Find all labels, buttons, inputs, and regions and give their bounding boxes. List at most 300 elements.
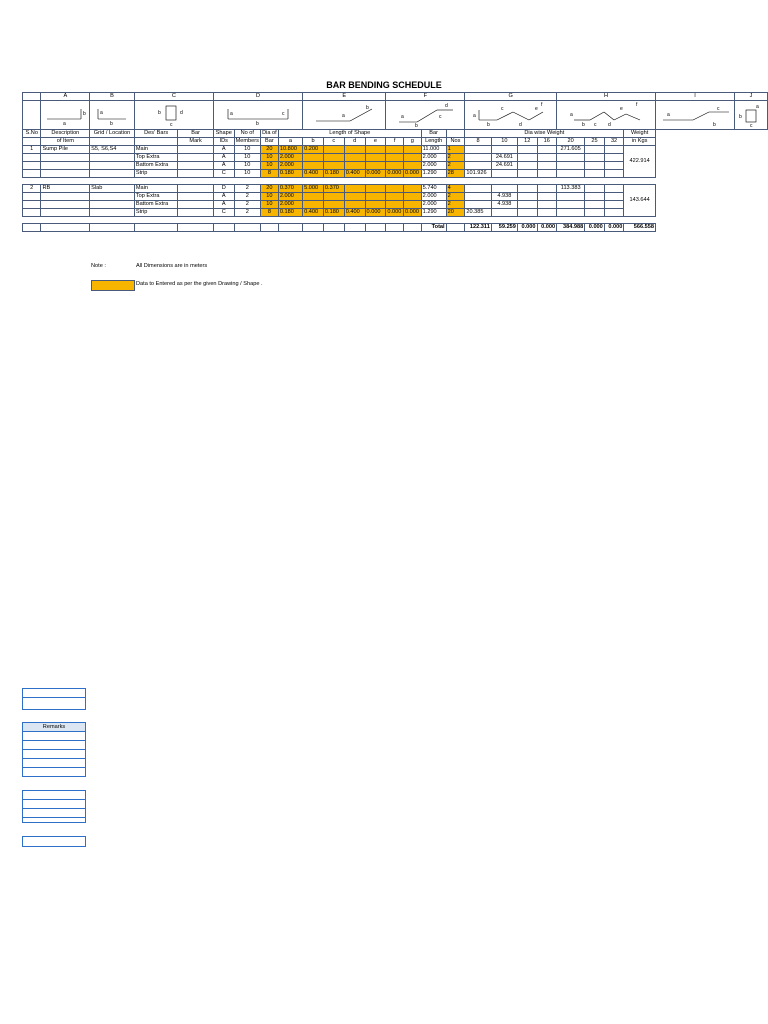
members-cell: 2 [234, 193, 260, 201]
weight-dia-20: 113.383 [557, 185, 585, 193]
svg-text:b: b [713, 122, 716, 128]
weight-dia-16 [537, 193, 557, 201]
total-blank-cell [386, 224, 404, 232]
weight-dia-12 [517, 201, 537, 209]
remarks-block [22, 722, 86, 777]
header-weight: Weight [624, 130, 656, 138]
table-row [23, 170, 768, 178]
des-bars-cell: Battom Extra [134, 162, 178, 170]
dia-cell: 10 [260, 201, 278, 209]
total-blank-cell [178, 224, 213, 232]
svg-text:b: b [255, 121, 259, 127]
length-cell-g [404, 154, 422, 162]
table-row [23, 162, 768, 170]
gap-cell [386, 178, 404, 185]
gap-cell [557, 178, 585, 185]
length-cell-d: 0.400 [344, 170, 365, 178]
bar-length-cell: 2.000 [421, 154, 446, 162]
length-cell-g [404, 146, 422, 154]
gap-cell [303, 178, 324, 185]
svg-text:b: b [486, 122, 490, 128]
note-text: All Dimensions are in meters [136, 263, 208, 269]
weight-dia-8 [465, 146, 491, 154]
table-row [23, 146, 768, 154]
svg-text:f: f [636, 102, 638, 108]
gap-cell [344, 217, 365, 224]
weight-dia-8 [465, 154, 491, 162]
length-cell-f: 0.000 [386, 209, 404, 217]
sno-cell [23, 162, 41, 170]
grid-location-cell [90, 170, 135, 178]
gap-cell [365, 217, 386, 224]
length-cell-a: 0.180 [278, 209, 302, 217]
bar-length-cell: 5.740 [421, 185, 446, 193]
gap-cell [537, 217, 557, 224]
svg-text:d: d [179, 110, 183, 116]
gap-cell [537, 178, 557, 185]
column-letter-c: C [134, 93, 213, 101]
header-shape-letter-g: g [404, 138, 422, 146]
length-cell-d [344, 146, 365, 154]
length-cell-a: 2.000 [278, 154, 302, 162]
weight-dia-25 [585, 154, 605, 162]
length-cell-d [344, 201, 365, 209]
header-shape-letter-a: a [278, 138, 302, 146]
header-dia-12: 12 [517, 138, 537, 146]
gap-cell [260, 217, 278, 224]
weight-dia-25 [585, 162, 605, 170]
column-letter-i: I [656, 93, 735, 101]
des-bars-cell: Strip [134, 209, 178, 217]
column-letter-e: E [303, 93, 386, 101]
weight-dia-32 [604, 193, 624, 201]
length-cell-f: 0.000 [386, 170, 404, 178]
weight-dia-10: 24.691 [491, 154, 517, 162]
weight-dia-20: 271.605 [557, 146, 585, 154]
gap-cell [386, 217, 404, 224]
gap-cell [465, 178, 491, 185]
length-cell-a: 2.000 [278, 162, 302, 170]
length-cell-e [365, 185, 386, 193]
gap-cell [365, 178, 386, 185]
total-label: Total [421, 224, 446, 232]
shape-id-cell: A [213, 162, 234, 170]
weight-dia-20 [557, 170, 585, 178]
total-blank-cell [213, 224, 234, 232]
members-cell: 10 [234, 154, 260, 162]
bar-bending-table [22, 92, 768, 232]
shape-sketch-i [656, 101, 735, 130]
svg-text:b: b [83, 111, 87, 117]
column-letter-g: G [465, 93, 557, 101]
weight-dia-16 [537, 154, 557, 162]
description-cell [41, 170, 90, 178]
gap-cell [421, 217, 446, 224]
length-cell-f [386, 154, 404, 162]
total-blank-cell [134, 224, 178, 232]
header-description: Description [41, 130, 90, 138]
length-cell-d [344, 185, 365, 193]
weight-dia-10: 4.938 [491, 201, 517, 209]
bar-mark-cell [178, 185, 213, 193]
weight-dia-12 [517, 170, 537, 178]
grid-location-cell [90, 201, 135, 209]
gap-cell [604, 178, 624, 185]
header-dia-32: 32 [604, 138, 624, 146]
gap-cell [23, 178, 41, 185]
shape-id-cell: A [213, 154, 234, 162]
shape-sketch-b [90, 101, 135, 130]
bar-length-cell: 11.000 [421, 146, 446, 154]
gap-cell [41, 178, 90, 185]
shape-sketch-g [465, 101, 557, 130]
weight-dia-20 [557, 154, 585, 162]
gap-cell [234, 178, 260, 185]
bar-length-cell: 1.290 [421, 170, 446, 178]
length-cell-d [344, 162, 365, 170]
svg-text:e: e [534, 106, 538, 112]
length-cell-d [344, 193, 365, 201]
length-cell-e [365, 146, 386, 154]
legend-text: Data to Entered as per the given Drawing / Shape . [136, 281, 263, 287]
grid-location-cell [90, 193, 135, 201]
total-dia-20: 384.988 [557, 224, 585, 232]
header-shape: Shape [213, 130, 234, 138]
gap-cell [404, 178, 422, 185]
header-dia-25: 25 [585, 138, 605, 146]
svg-text:a: a [667, 112, 670, 118]
total-blank-cell [365, 224, 386, 232]
input-legend-swatch [91, 280, 135, 291]
des-bars-cell: Top Extra [134, 154, 178, 162]
svg-text:b: b [582, 122, 585, 128]
header-length-of-shape: Length of Shape [278, 130, 421, 138]
weight-dia-25 [585, 201, 605, 209]
svg-text:d: d [445, 103, 449, 109]
gap-cell [213, 178, 234, 185]
gap-cell [278, 178, 302, 185]
side-block-top [22, 688, 86, 710]
dia-cell: 10 [260, 193, 278, 201]
shape-sketch-d [213, 101, 302, 130]
gap-cell [404, 217, 422, 224]
weight-dia-32 [604, 154, 624, 162]
grid-location-cell [90, 154, 135, 162]
total-blank-cell [344, 224, 365, 232]
remarks-header: Remarks [23, 723, 85, 732]
shape-id-cell: C [213, 170, 234, 178]
des-bars-cell: Main [134, 146, 178, 154]
weight-dia-8 [465, 162, 491, 170]
dia-cell: 10 [260, 154, 278, 162]
header-dia-of-bar: Dia of [262, 130, 277, 136]
svg-text:e: e [620, 106, 623, 112]
header-des-bars: Des' Bars [134, 130, 178, 138]
shape-id-cell: A [213, 201, 234, 209]
length-cell-f [386, 193, 404, 201]
gap-cell [585, 178, 605, 185]
gap-cell [421, 178, 446, 185]
members-cell: 2 [234, 185, 260, 193]
total-blank-cell [90, 224, 135, 232]
length-cell-d [344, 154, 365, 162]
weight-dia-10 [491, 209, 517, 217]
weight-dia-8 [465, 193, 491, 201]
header-shape-sub: IDs [213, 138, 234, 146]
gap-cell [491, 178, 517, 185]
header-weight-sub: in Kgs [624, 138, 656, 146]
svg-text:c: c [281, 111, 285, 117]
length-cell-d: 0.400 [344, 209, 365, 217]
table-row [23, 201, 768, 209]
header-shape-letter-d: d [344, 138, 365, 146]
shape-id-cell: D [213, 185, 234, 193]
header-dia-20: 20 [557, 138, 585, 146]
length-cell-e [365, 162, 386, 170]
sno-cell: 2 [23, 185, 41, 193]
nos-cell: 1 [446, 146, 465, 154]
length-cell-b: 0.200 [303, 146, 324, 154]
header-no-of-members: No of [234, 130, 260, 138]
weight-dia-25 [585, 170, 605, 178]
gap-cell [517, 217, 537, 224]
svg-text:a: a [100, 110, 103, 116]
weight-dia-32 [604, 146, 624, 154]
description-cell [41, 162, 90, 170]
weight-dia-10: 4.938 [491, 193, 517, 201]
header-bar-mark-sub: Mark [178, 138, 213, 146]
gap-cell [465, 217, 491, 224]
total-dia-10: 59.259 [491, 224, 517, 232]
total-blank-cell [323, 224, 344, 232]
weight-dia-10: 24.691 [491, 162, 517, 170]
header-nos: Nos [446, 138, 465, 146]
weight-dia-8: 20.385 [465, 209, 491, 217]
total-weight-cell: 422.914 [624, 146, 656, 178]
gap-cell [134, 178, 178, 185]
weight-dia-16 [537, 170, 557, 178]
weight-dia-12 [517, 162, 537, 170]
members-cell: 10 [234, 146, 260, 154]
svg-text:c: c [594, 122, 597, 128]
length-cell-c [323, 154, 344, 162]
bar-mark-cell [178, 201, 213, 209]
sno-cell [23, 170, 41, 178]
nos-cell: 4 [446, 185, 465, 193]
gap-cell [491, 217, 517, 224]
header-bar-length: Bar [421, 130, 446, 138]
weight-dia-20 [557, 162, 585, 170]
description-cell [41, 209, 90, 217]
weight-dia-25 [585, 185, 605, 193]
length-cell-c [323, 162, 344, 170]
length-cell-c [323, 146, 344, 154]
header-sno-sub [23, 138, 41, 146]
header-shape-letter-f: f [386, 138, 404, 146]
weight-dia-12 [517, 146, 537, 154]
weight-dia-32 [604, 185, 624, 193]
weight-dia-20 [557, 209, 585, 217]
table-row [23, 185, 768, 193]
gap-cell [604, 217, 624, 224]
gap-cell [323, 217, 344, 224]
header-grid-location: Grid / Location [90, 130, 135, 138]
svg-text:b: b [157, 110, 161, 116]
dia-cell: 20 [260, 185, 278, 193]
weight-dia-32 [604, 170, 624, 178]
shape-sketch-j [735, 101, 768, 130]
nos-cell: 2 [446, 162, 465, 170]
description-cell [41, 193, 90, 201]
bar-length-cell: 2.000 [421, 162, 446, 170]
length-cell-c: 0.180 [323, 209, 344, 217]
bar-mark-cell [178, 209, 213, 217]
header-description-sub: of Item [41, 138, 90, 146]
svg-text:c: c [750, 123, 753, 128]
shape-sketch-c [134, 101, 213, 130]
des-bars-cell: Strip [134, 170, 178, 178]
bar-mark-cell [178, 170, 213, 178]
sno-cell [23, 209, 41, 217]
length-cell-c [323, 193, 344, 201]
side-block-bottom [22, 836, 86, 847]
column-letter-h: H [557, 93, 656, 101]
weight-dia-8 [465, 201, 491, 209]
dia-cell: 10 [260, 162, 278, 170]
length-cell-c: 0.370 [323, 185, 344, 193]
svg-text:a: a [229, 111, 233, 117]
svg-text:c: c [439, 114, 442, 120]
weight-dia-16 [537, 201, 557, 209]
nos-cell: 2 [446, 201, 465, 209]
dia-cell: 8 [260, 209, 278, 217]
sno-cell: 1 [23, 146, 41, 154]
length-cell-b: 5.000 [303, 185, 324, 193]
weight-dia-32 [604, 162, 624, 170]
shape-id-cell: A [213, 193, 234, 201]
svg-text:a: a [63, 121, 67, 127]
weight-dia-16 [537, 185, 557, 193]
nos-cell: 20 [446, 209, 465, 217]
length-cell-e [365, 201, 386, 209]
gap-cell [178, 217, 213, 224]
weight-dia-20 [557, 193, 585, 201]
length-cell-f [386, 185, 404, 193]
bar-mark-cell [178, 154, 213, 162]
header-grid-sub [90, 138, 135, 146]
des-bars-cell: Main [134, 185, 178, 193]
gap-cell [557, 217, 585, 224]
header-dia-10: 10 [491, 138, 517, 146]
weight-dia-8 [465, 185, 491, 193]
header-dia-wise-weight: Dia wise Weight [465, 130, 624, 138]
total-dia-12: 0.000 [517, 224, 537, 232]
weight-dia-25 [585, 146, 605, 154]
svg-text:b: b [739, 114, 742, 120]
gap-cell [260, 178, 278, 185]
length-cell-f [386, 162, 404, 170]
length-cell-a: 0.180 [278, 170, 302, 178]
header-des-sub [134, 138, 178, 146]
page-title: BAR BENDING SCHEDULE [326, 80, 442, 90]
svg-text:d: d [518, 122, 522, 128]
svg-text:c: c [169, 122, 173, 128]
weight-dia-16 [537, 162, 557, 170]
sno-cell [23, 193, 41, 201]
weight-dia-32 [604, 209, 624, 217]
description-cell: Sump Pile [41, 146, 90, 154]
grand-total: 566.558 [624, 224, 656, 232]
total-blank-cell [41, 224, 90, 232]
total-blank-cell [303, 224, 324, 232]
table-row [23, 193, 768, 201]
length-cell-b [303, 154, 324, 162]
weight-dia-12 [517, 185, 537, 193]
description-cell [41, 201, 90, 209]
gap-cell [446, 178, 465, 185]
length-cell-e: 0.000 [365, 209, 386, 217]
svg-text:f: f [540, 102, 543, 108]
length-cell-g: 0.000 [404, 170, 422, 178]
length-cell-g [404, 185, 422, 193]
bar-length-cell: 2.000 [421, 193, 446, 201]
note-label: Note : [91, 263, 106, 269]
total-blank-cell [446, 224, 465, 232]
header-sno: S.No [23, 130, 41, 138]
members-cell: 10 [234, 162, 260, 170]
header-bar-length-sub: Length [421, 138, 446, 146]
header-bar-mark: Bar [178, 130, 213, 138]
gap-cell [213, 217, 234, 224]
weight-dia-16 [537, 146, 557, 154]
column-letter-f: F [386, 93, 465, 101]
length-cell-e: 0.000 [365, 170, 386, 178]
gap-cell [278, 217, 302, 224]
table-row [23, 154, 768, 162]
sno-cell [23, 154, 41, 162]
weight-dia-32 [604, 201, 624, 209]
length-cell-b: 0.400 [303, 170, 324, 178]
column-letter-d: D [213, 93, 302, 101]
grid-location-cell: Slab [90, 185, 135, 193]
bar-mark-cell [178, 193, 213, 201]
gap-cell [134, 217, 178, 224]
gap-cell [344, 178, 365, 185]
header-dia-8: 8 [465, 138, 491, 146]
weight-dia-12 [517, 154, 537, 162]
length-cell-g [404, 162, 422, 170]
length-cell-b [303, 201, 324, 209]
blank-cell [23, 101, 41, 130]
total-dia-32: 0.000 [604, 224, 624, 232]
dia-cell: 8 [260, 170, 278, 178]
total-dia-16: 0.000 [537, 224, 557, 232]
shape-sketch-f [386, 101, 465, 130]
length-cell-f [386, 146, 404, 154]
length-cell-a: 0.370 [278, 185, 302, 193]
blank-cell [23, 93, 41, 101]
weight-dia-20 [557, 201, 585, 209]
gap-cell [323, 178, 344, 185]
svg-text:b: b [415, 123, 419, 128]
members-cell: 2 [234, 201, 260, 209]
shape-sketch-e [303, 101, 386, 130]
length-cell-f [386, 201, 404, 209]
length-cell-e [365, 193, 386, 201]
length-cell-g [404, 201, 422, 209]
svg-text:a: a [570, 112, 573, 118]
total-blank-cell [234, 224, 260, 232]
